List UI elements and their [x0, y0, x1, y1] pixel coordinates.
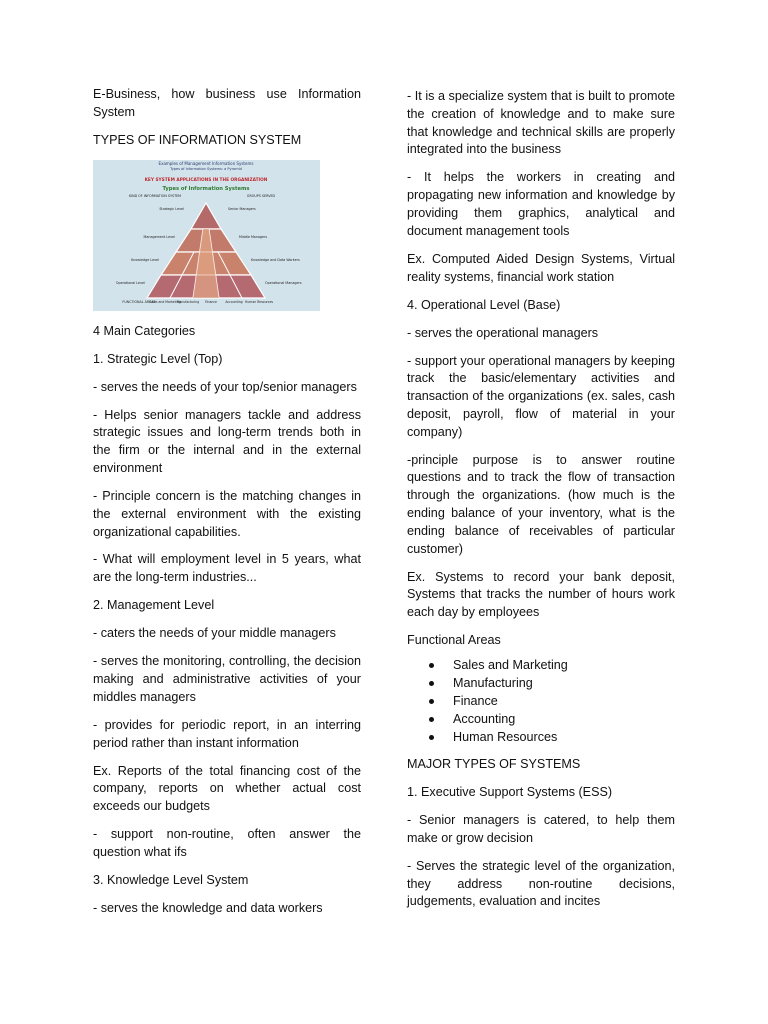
paragraph: - caters the needs of your middle managers [93, 626, 336, 641]
section-heading-types: TYPES OF INFORMATION SYSTEM [93, 132, 302, 147]
left-column [93, 86, 361, 928]
figure-functional-areas: FUNCTIONAL AREAS [122, 299, 156, 304]
strategic-level-heading: 1. Strategic Level (Top) [93, 351, 223, 366]
paragraph: - It helps the workers in creating and propagating new information and knowledge by providing them graphics, analytical and document management tools [407, 170, 675, 238]
knowledge-level-heading: 3. Knowledge Level System [93, 872, 249, 887]
figure-operational-managers: Operational Managers [265, 280, 302, 285]
paragraph: - What will employment level in 5 years, what are the long-term industries... [93, 552, 361, 585]
paragraph: - serves the knowledge and data workers [93, 900, 323, 915]
paragraph: - serves the operational managers [407, 325, 599, 340]
figure-heading: Types of Information Systems [162, 185, 250, 192]
categories-heading: 4 Main Categories [93, 323, 196, 338]
paragraph: - Helps senior managers tackle and address strategic issues and long-term trends both in the firm or the internal and in the external environment [93, 407, 361, 475]
paragraph: - Senior managers is catered, to help them make or grow decision [407, 812, 675, 845]
figure-knowledge-workers: Knowledge and Data Workers [251, 257, 300, 262]
paragraph: - provides for periodic report, in an interring period rather than instant information [93, 717, 361, 750]
paragraph: - support your operational managers by keeping track the basic/elementary activities and transaction of the organizations (ex. sales, cash deposit, payroll, flow of material in your company) [407, 353, 675, 439]
ess-heading: 1. Executive Support Systems (ESS) [407, 785, 613, 799]
operational-level-heading: 4. Operational Level (Base) [407, 297, 561, 312]
figure-area-1: Manufacturing [176, 299, 200, 304]
major-types-heading: MAJOR TYPES OF SYSTEMS [407, 757, 581, 772]
paragraph: - It is a specialize system that is built to promote the creation of knowledge and to make sure that knowledge and technical skills are properly integrated into the business [407, 89, 675, 157]
functional-areas-heading: Functional Areas [407, 633, 501, 648]
figure-operational-level: Operational Level [115, 280, 145, 285]
figure-area-4: Human Resources [245, 299, 273, 304]
figure-area-3: Accounting [225, 299, 243, 304]
paragraph: Ex. Systems to record your bank deposit, Systems that tracks the number of hours work each day by employees [407, 569, 675, 620]
figure-strategic-level: Strategic Level [159, 206, 184, 211]
management-level-heading: 2. Management Level [93, 598, 215, 613]
figure-header-1: Examples of Management Information Systems [158, 160, 254, 166]
functional-areas-list [407, 656, 675, 746]
document-title: E-Business, how business use Information System [93, 87, 361, 119]
paragraph: - serves the needs of your top/senior managers [93, 379, 357, 394]
list-item: Human Resources [407, 728, 675, 746]
list-item: Finance [407, 692, 675, 710]
paragraph: -principle purpose is to answer routine questions and to track the flow of transaction through the organizations. (how much is the ending balance of your inventory, what is the ending balance of receivables of particular customer) [407, 452, 675, 556]
pyramid-figure [93, 160, 320, 311]
list-item: Sales and Marketing [407, 656, 675, 674]
paragraph: - Serves the strategic level of the organization, they address non-routine decisions, judgements, evaluation and incites [407, 858, 675, 909]
figure-kind-label: KIND OF INFORMATION SYSTEM [128, 193, 182, 198]
paragraph: Ex. Computed Aided Design Systems, Virtual reality systems, financial work station [407, 251, 675, 284]
figure-banner: KEY SYSTEM APPLICATIONS IN THE ORGANIZATION [144, 177, 268, 183]
pyramid-diagram [93, 160, 320, 311]
list-item: Manufacturing [407, 674, 675, 692]
paragraph: Ex. Reports of the total financing cost of the company, reports on whether actual cost exceeds our budgets [93, 763, 361, 814]
figure-area-0: Sales and Marketing [149, 299, 181, 304]
figure-senior-managers: Senior Managers [228, 206, 256, 211]
paragraph: - serves the monitoring, controlling, the decision making and administrative activities of your middles managers [93, 654, 361, 704]
figure-knowledge-level: Knowledge Level [131, 257, 159, 262]
figure-groups-label: GROUPS SERVED [246, 193, 276, 198]
list-item: Accounting [407, 710, 675, 728]
figure-header-2: Types of Information Systems: a Pyramid [170, 166, 242, 171]
figure-area-2: Finance [205, 299, 217, 304]
right-column [407, 88, 675, 921]
figure-middle-managers: Middle Managers [239, 234, 268, 239]
figure-management-level: Management Level [143, 234, 175, 239]
paragraph: - support non-routine, often answer the question what ifs [93, 827, 361, 859]
paragraph: - Principle concern is the matching changes in the external environment with the existing organizational capabilities. [93, 488, 361, 539]
